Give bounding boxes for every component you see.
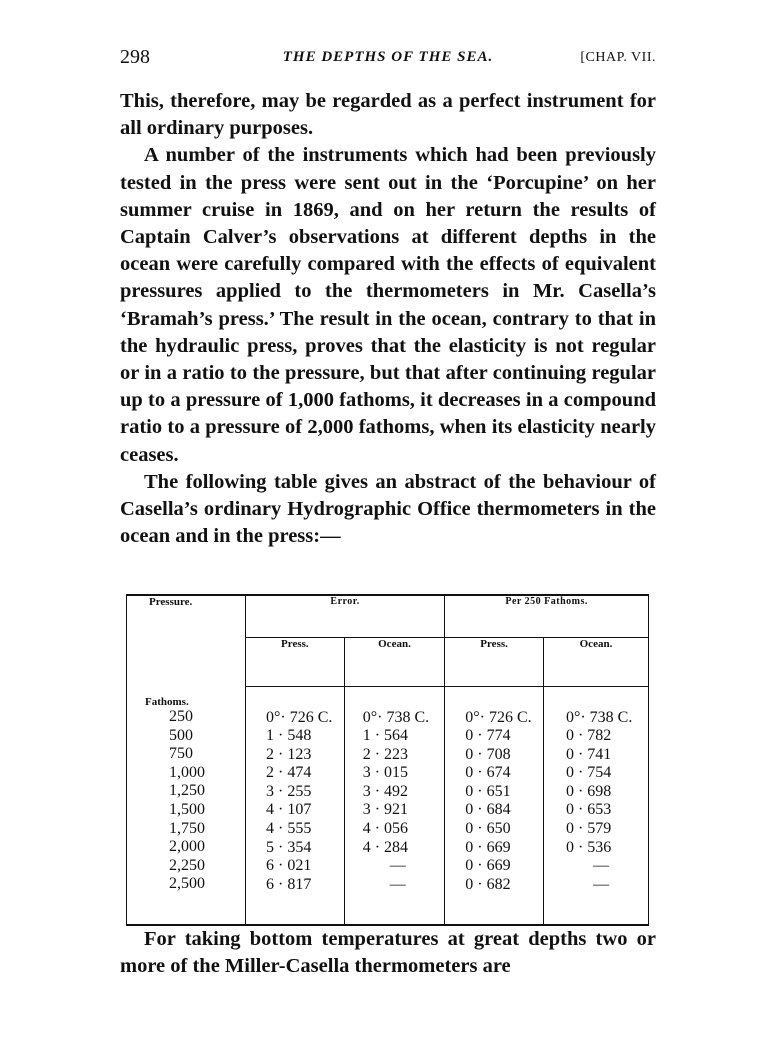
- pressure-cell: 1,750: [169, 819, 205, 837]
- pressure-cell: 250: [169, 708, 193, 725]
- error-press-cell: 2 · 474: [266, 764, 312, 782]
- error-press-header: Press.: [246, 638, 345, 686]
- per-ocean-cell: —: [592, 857, 609, 875]
- per-250-header: Per 250 Fathoms.: [445, 595, 649, 638]
- body-text: [120, 88, 656, 550]
- pressure-cell: 750: [169, 745, 193, 763]
- per-ocean-cell: 0 · 579: [565, 820, 612, 838]
- per-ocean-column: [543, 686, 648, 925]
- per-press-cell: 0 · 650: [465, 820, 511, 838]
- pressure-column: [127, 686, 246, 925]
- error-ocean-column: [344, 686, 445, 925]
- error-ocean-cell: 3 · 015: [362, 764, 409, 782]
- fathoms-label: Fathoms.: [145, 696, 189, 708]
- error-press-cell: 5 · 354: [266, 838, 312, 856]
- per-press-cell: 0 · 708: [465, 745, 511, 763]
- per-press-header: Press.: [445, 638, 544, 686]
- error-press-cell: 3 · 255: [266, 782, 312, 800]
- page-number: 298: [120, 46, 150, 68]
- error-ocean-cell: 3 · 921: [362, 801, 409, 819]
- closing-text: [120, 926, 656, 980]
- per-ocean-cell: 0 · 698: [565, 782, 612, 800]
- chapter-label: [CHAP. VII.: [580, 50, 656, 65]
- pressure-cell: 500: [169, 726, 193, 744]
- table-body-row: [127, 686, 649, 925]
- paragraph: A number of the instruments which had been previously tested in the press were sent out in the ‘Porcupine’ on her summer cruise in 1869, and on her return the results of Captain Calver’s observations at different depths in the ocean were carefully compared with the effects of equivalent pressures applied to the thermometers in Mr. Casella’s ‘Bramah’s press.’ The result in the ocean, contrary to that in the hydraulic press, proves that the elasticity is not regular or in a ratio to the pressure, but that after continuing regular up to a pressure of 1,000 fathoms, it decreases in a compound ratio to a pressure of 2,000 fathoms, when its elasticity nearly ceases.: [120, 144, 656, 466]
- per-press-column: [445, 686, 544, 925]
- pressure-cell: 1,250: [169, 782, 205, 800]
- per-press-cell: 0 · 774: [465, 727, 511, 745]
- paragraph: The following table gives an abstract of the behaviour of Casella’s ordinary Hydrographic Office thermometers in the ocean and in the press:—: [120, 470, 656, 548]
- paragraph: This, therefore, may be regarded as a perfect instrument for all ordinary purposes.: [120, 90, 656, 140]
- pressure-cell: 2,000: [169, 838, 205, 856]
- paragraph: For taking bottom temperatures at great depths two or more of the Miller-Casella thermometers are: [120, 928, 656, 978]
- per-ocean-cell: 0 · 754: [565, 764, 612, 782]
- error-ocean-cell: 4 · 284: [362, 838, 409, 856]
- per-press-cell: 0 · 651: [465, 782, 511, 800]
- per-ocean-cell: —: [592, 875, 609, 893]
- per-press-cell: 0 · 669: [465, 857, 511, 875]
- error-press-cell: 6 · 021: [266, 857, 312, 875]
- pressure-cell: 1,000: [169, 763, 205, 781]
- per-ocean-cell: 0 · 653: [565, 801, 612, 819]
- error-ocean-cell: 3 · 492: [362, 782, 409, 800]
- error-ocean-cell: 2 · 223: [362, 745, 409, 763]
- error-ocean-cell: 1 · 564: [362, 727, 409, 745]
- error-press-cell: 0°· 726 C.: [266, 708, 333, 726]
- error-ocean-cell: —: [389, 857, 406, 875]
- pressure-cell: 1,500: [169, 800, 205, 818]
- error-press-cell: 2 · 123: [266, 745, 312, 763]
- error-ocean-cell: 4 · 056: [362, 820, 409, 838]
- per-press-cell: 0 · 669: [465, 838, 511, 856]
- error-ocean-cell: —: [389, 875, 406, 893]
- per-press-cell: 0 · 674: [465, 764, 511, 782]
- error-header: Error.: [246, 595, 445, 638]
- page-header: [120, 46, 656, 72]
- per-press-cell: 0°· 726 C.: [465, 708, 532, 726]
- per-ocean-header: Ocean.: [543, 638, 648, 686]
- error-press-column: [246, 686, 345, 925]
- pressure-header: Pressure.: [127, 595, 246, 686]
- per-press-cell: 0 · 684: [465, 801, 511, 819]
- thermometer-table: [126, 594, 649, 926]
- pressure-cell: 2,500: [169, 875, 205, 893]
- running-title: THE DEPTHS OF THE SEA.: [282, 49, 494, 65]
- error-ocean-cell: 0°· 738 C.: [362, 708, 430, 726]
- pressure-cell: 2,250: [169, 856, 205, 874]
- error-ocean-header: Ocean.: [344, 638, 445, 686]
- per-ocean-cell: 0°· 738 C.: [565, 708, 633, 726]
- per-ocean-cell: 0 · 782: [565, 727, 612, 745]
- per-ocean-cell: 0 · 536: [565, 838, 612, 856]
- error-press-cell: 4 · 107: [266, 801, 312, 819]
- per-ocean-cell: 0 · 741: [565, 745, 612, 763]
- per-press-cell: 0 · 682: [465, 875, 511, 893]
- error-press-cell: 4 · 555: [266, 820, 312, 838]
- error-press-cell: 1 · 548: [266, 727, 312, 745]
- error-press-cell: 6 · 817: [266, 875, 312, 893]
